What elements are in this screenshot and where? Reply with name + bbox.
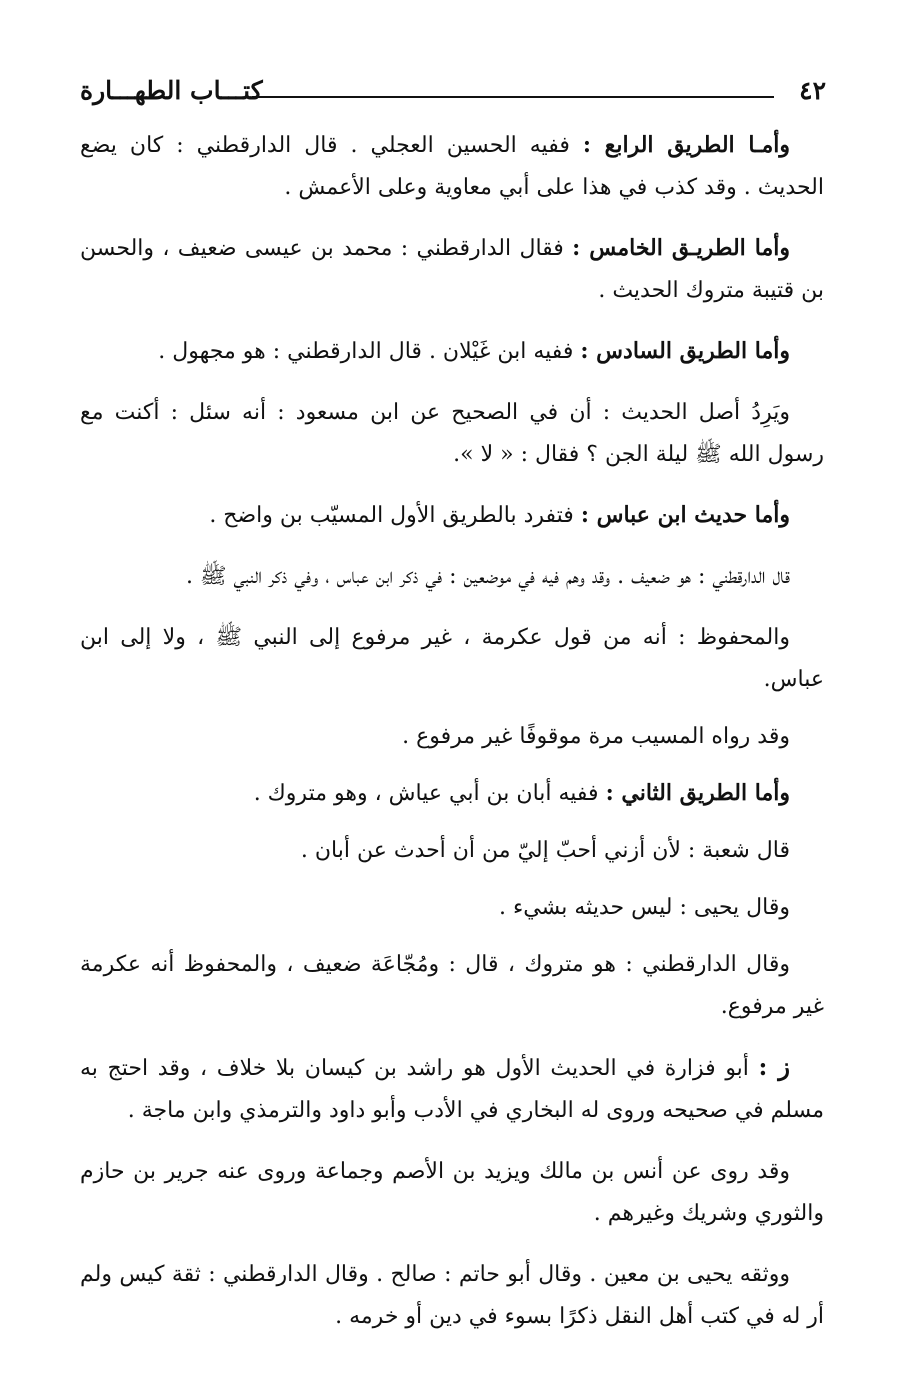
paragraph-lead: وأما الطريق السادس : xyxy=(580,338,790,364)
paragraph-matruk xyxy=(80,943,824,1028)
paragraph-yahya xyxy=(80,886,824,929)
paragraph-note-abu-fazara xyxy=(80,1046,824,1132)
paragraph-mahfuz xyxy=(80,616,824,701)
note-marker: ز : xyxy=(758,1052,790,1081)
paragraph-lead: وأما الطريـق الخامس : xyxy=(572,235,790,261)
page-body xyxy=(80,124,824,1356)
paragraph-sixth-route xyxy=(80,330,824,373)
paragraph-text: قال الدارقطني : هو ضعيف . وقد وهم فيه في موضعين : في ذكر ابن عباس ، وفي ذكر النبي ﷺ . xyxy=(186,564,790,589)
paragraph-text: وقال يحيى : ليس حديثه بشيء . xyxy=(498,895,790,920)
paragraph-fifth-route xyxy=(80,227,824,312)
running-title: كتـــاب الطهـــارة xyxy=(80,76,263,105)
paragraph-text: فتفرد بالطريق الأول المسيّب بن واضح . xyxy=(209,503,581,528)
paragraph-second-route xyxy=(80,772,824,815)
paragraph-text: وقد رواه المسيب مرة موقوفًا غير مرفوع . xyxy=(402,724,790,749)
paragraph-text: والمحفوظ : أنه من قول عكرمة ، غير مرفوع إلى النبي ﷺ ، ولا إلى ابن عباس. xyxy=(80,625,824,692)
paragraph-text: وقد روى عن أنس بن مالك ويزيد بن الأصم وجماعة وروى عنه جرير بن حازم والثوري وشريك وغيرهم . xyxy=(80,1159,824,1226)
paragraph-text: وقال الدارقطني : هو متروك ، قال : ومُجّاعَة ضعيف ، والمحفوظ أنه عكرمة غير مرفوع. xyxy=(80,952,824,1019)
paragraph-text: ووثقه يحيى بن معين . وقال أبو حاتم : صالح . وقال الدارقطني : ثقة كيس ولم أر له في كتب أهل النقل ذكرًا بسوء في دين أو خرمه . xyxy=(80,1262,824,1329)
paragraph-text: قال شعبة : لأن أزني أحبّ إليّ من أن أحدث عن أبان . xyxy=(300,838,790,863)
paragraph-narrators xyxy=(80,1150,824,1235)
paragraph-lead: وأما حديث ابن عباس : xyxy=(580,502,790,528)
paragraph-ibn-abbas xyxy=(80,494,824,537)
paragraph-text: فقال الدارقطني : محمد بن عيسى ضعيف ، والحسن بن قتيبة متروك الحديث . xyxy=(80,236,824,303)
paragraph-text: أبو فزارة في الحديث الأول هو راشد بن كيسان بلا خلاف ، وقد احتج به مسلم في صحيحه وروى له البخاري في الأدب وأبو داود والترمذي وابن ماجة . xyxy=(80,1056,824,1123)
paragraph-lead: وأمـا الطريق الرابع : xyxy=(582,132,790,158)
paragraph-text: ففيه أبان بن أبي عياش ، وهو متروك . xyxy=(253,781,606,806)
page-number: ٤٢ xyxy=(799,76,826,105)
paragraph-fourth-route xyxy=(80,124,824,209)
paragraph-tawthiq xyxy=(80,1253,824,1338)
paragraph-mawquf xyxy=(80,715,824,758)
paragraph-text: ففيه ابن غَيْلان . قال الدارقطني : هو مجهول . xyxy=(158,339,581,364)
paragraph-text: ويَرِدُ أصل الحديث : أن في الصحيح عن ابن مسعود : أنه سئل : أكنت مع رسول الله ﷺ ليلة الجن ؟ فقال : « لا ». xyxy=(80,400,824,467)
paragraph-text: ففيه الحسين العجلي . قال الدارقطني : كان يضع الحديث . وقد كذب في هذا على أبي معاوية وعلى الأعمش . xyxy=(80,133,824,200)
paragraph-origin xyxy=(80,391,824,476)
paragraph-lead: وأما الطريق الثاني : xyxy=(605,780,790,806)
paragraph-daraqutni xyxy=(80,555,824,598)
header-rule xyxy=(252,96,774,98)
paragraph-shuba xyxy=(80,829,824,872)
page-header xyxy=(80,74,826,114)
